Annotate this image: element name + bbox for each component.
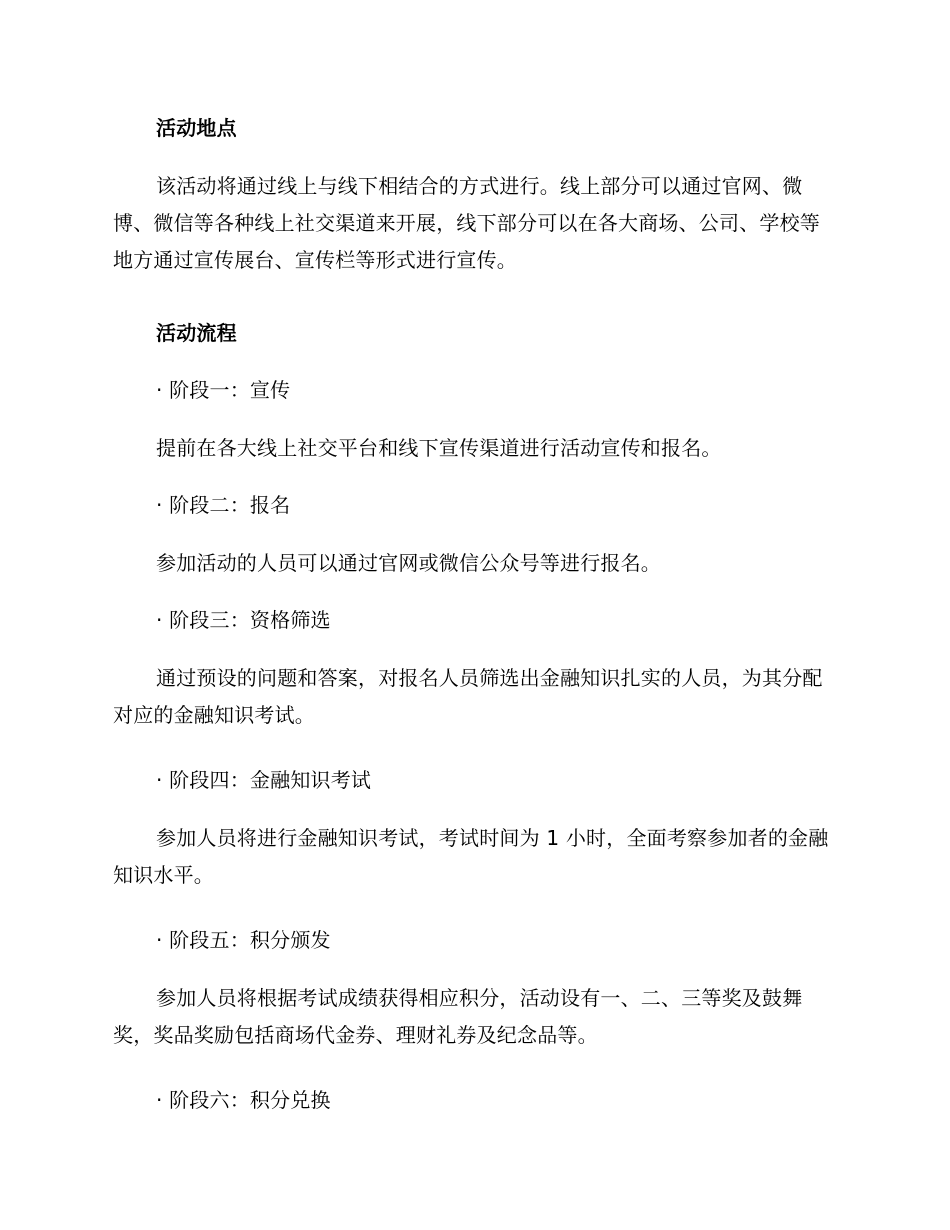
paragraph-stage-4: 参加人员将进行金融知识考试，考试时间为 1 小时，全面考察参加者的金融知识水平。: [113, 826, 829, 887]
paragraph-stage-5: 参加人员将根据考试成绩获得相应积分，活动设有一、二、三等奖及鼓舞奖，奖品奖励包括商场代金券、理财礼券及纪念品等。: [113, 986, 803, 1047]
heading-location: 活动地点: [156, 116, 237, 140]
bullet-stage-1: · 阶段一：宣传: [156, 378, 291, 402]
paragraph-stage-1: 提前在各大线上社交平台和线下宣传渠道进行活动宣传和报名。: [156, 436, 722, 460]
heading-process: 活动流程: [156, 321, 237, 345]
bullet-stage-2: · 阶段二：报名: [156, 493, 291, 517]
bullet-stage-4: · 阶段四：金融知识考试: [156, 768, 372, 792]
paragraph-stage-2: 参加活动的人员可以通过官网或微信公众号等进行报名。: [156, 551, 661, 575]
paragraph-location: 该活动将通过线上与线下相结合的方式进行。线上部分可以通过官网、微博、微信等各种线上社交渠道来开展，线下部分可以在各大商场、公司、学校等地方通过宣传展台、宣传栏等形式进行宣传。: [113, 174, 820, 272]
paragraph-stage-3: 通过预设的问题和答案，对报名人员筛选出金融知识扎实的人员，为其分配对应的金融知识考试。: [113, 666, 823, 727]
bullet-stage-5: · 阶段五：积分颁发: [156, 928, 331, 952]
bullet-stage-6: · 阶段六：积分兑换: [156, 1088, 331, 1112]
bullet-stage-3: · 阶段三：资格筛选: [156, 608, 331, 632]
